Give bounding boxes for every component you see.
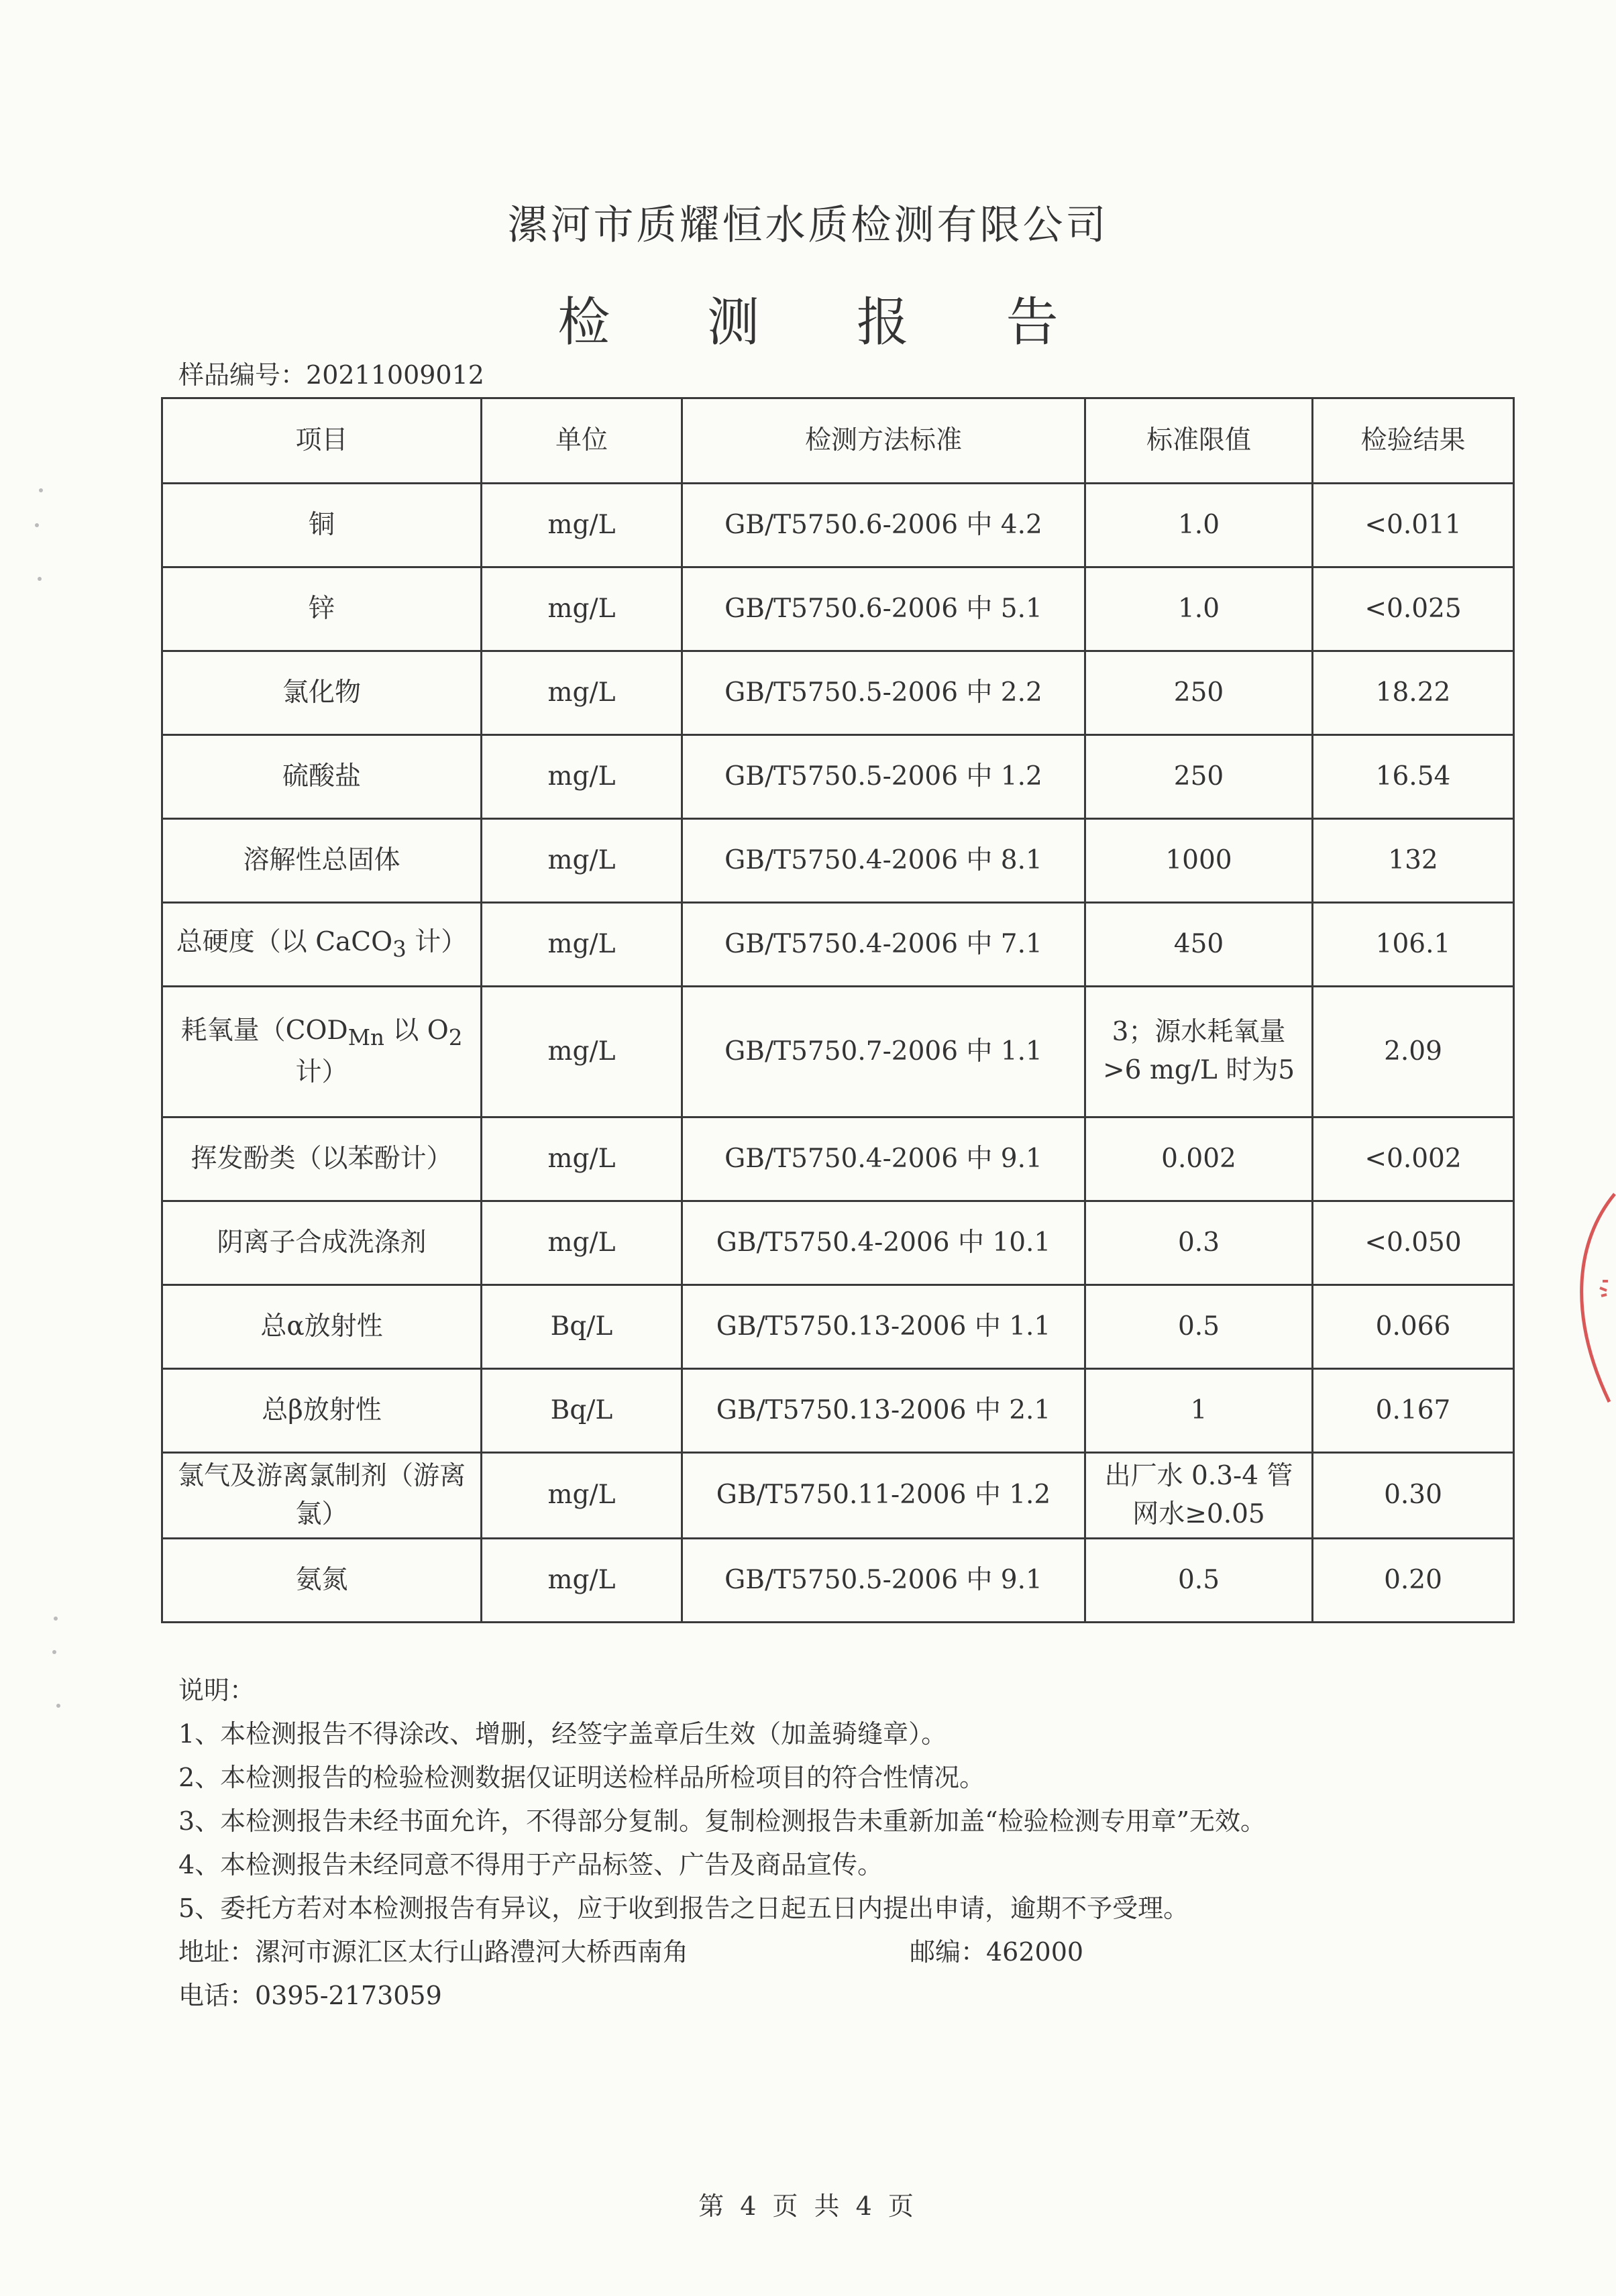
scan-speck <box>35 523 39 527</box>
results-table <box>161 397 1515 1623</box>
item-text: 耗氧量（COD <box>180 1015 348 1046</box>
item-cell <box>162 987 482 1117</box>
unit-cell: Bq/L <box>482 1369 682 1453</box>
method-cell: GB/T5750.5-2006 中 9.1 <box>682 1539 1085 1623</box>
table-row <box>162 819 1514 903</box>
limit-cell: 0.5 <box>1085 1539 1313 1623</box>
notes-section <box>178 1669 1266 2018</box>
method-cell: GB/T5750.6-2006 中 5.1 <box>682 567 1085 651</box>
table-row <box>162 1539 1514 1623</box>
table-row <box>162 735 1514 819</box>
item-cell: 铜 <box>162 484 482 567</box>
item-cell: 氯化物 <box>162 651 482 735</box>
sample-number-value: 20211009012 <box>306 360 484 390</box>
result-cell: 0.30 <box>1313 1453 1514 1539</box>
note-item: 5、委托方若对本检测报告有异议，应于收到报告之日起五日内提出申请，逾期不予受理。 <box>178 1894 1189 1923</box>
column-header: 检验结果 <box>1313 398 1514 484</box>
limit-cell: 0.5 <box>1085 1285 1313 1369</box>
table-row <box>162 903 1514 987</box>
scan-speck <box>39 488 43 492</box>
method-cell: GB/T5750.7-2006 中 1.1 <box>682 987 1085 1117</box>
column-header: 标准限值 <box>1085 398 1313 484</box>
result-cell: <0.011 <box>1313 484 1514 567</box>
item-cell: 总β放射性 <box>162 1369 482 1453</box>
method-cell: GB/T5750.4-2006 中 10.1 <box>682 1201 1085 1285</box>
scan-speck <box>52 1650 56 1654</box>
column-header: 检测方法标准 <box>682 398 1085 484</box>
item-subscript: Mn <box>347 1024 384 1050</box>
unit-cell: mg/L <box>482 735 682 819</box>
unit-cell: Bq/L <box>482 1285 682 1369</box>
unit-cell: mg/L <box>482 1453 682 1539</box>
item-cell: 阴离子合成洗涤剂 <box>162 1201 482 1285</box>
scan-speck <box>56 1704 60 1708</box>
result-cell: <0.002 <box>1313 1117 1514 1201</box>
item-cell: 锌 <box>162 567 482 651</box>
limit-cell: 250 <box>1085 651 1313 735</box>
note-item: 4、本检测报告未经同意不得用于产品标签、广告及商品宣传。 <box>178 1850 883 1879</box>
unit-cell: mg/L <box>482 903 682 987</box>
note-item: 2、本检测报告的检验检测数据仅证明送检样品所检项目的符合性情况。 <box>178 1763 985 1792</box>
method-cell: GB/T5750.13-2006 中 2.1 <box>682 1369 1085 1453</box>
limit-cell: 1000 <box>1085 819 1313 903</box>
column-header: 项目 <box>162 398 482 484</box>
result-cell: 16.54 <box>1313 735 1514 819</box>
limit-cell: 250 <box>1085 735 1313 819</box>
limit-cell: 1.0 <box>1085 484 1313 567</box>
unit-cell: mg/L <box>482 819 682 903</box>
address-row <box>178 1930 1266 1974</box>
unit-cell: mg/L <box>482 1539 682 1623</box>
item-text: 以 O <box>384 1015 449 1046</box>
table-row <box>162 987 1514 1117</box>
method-cell: GB/T5750.13-2006 中 1.1 <box>682 1285 1085 1369</box>
table-row <box>162 1369 1514 1453</box>
unit-cell: mg/L <box>482 651 682 735</box>
result-cell: 2.09 <box>1313 987 1514 1117</box>
table-row <box>162 1201 1514 1285</box>
report-title: 检 测 报 告 <box>557 292 1099 353</box>
limit-cell: 450 <box>1085 903 1313 987</box>
method-cell: GB/T5750.4-2006 中 9.1 <box>682 1117 1085 1201</box>
company-name: 漯河市质耀恒水质检测有限公司 <box>507 202 1109 249</box>
unit-cell: mg/L <box>482 1117 682 1201</box>
result-cell: <0.050 <box>1313 1201 1514 1285</box>
item-text: 计） <box>295 1056 348 1087</box>
seal-stamp-edge-icon <box>1562 1187 1616 1409</box>
result-cell: 132 <box>1313 819 1514 903</box>
item-subscript: 2 <box>448 1024 463 1050</box>
item-cell <box>162 903 482 987</box>
item-cell: 氨氮 <box>162 1539 482 1623</box>
result-cell: 106.1 <box>1313 903 1514 987</box>
item-cell: 硫酸盐 <box>162 735 482 819</box>
method-cell: GB/T5750.11-2006 中 1.2 <box>682 1453 1085 1539</box>
table-row <box>162 651 1514 735</box>
table-header-row <box>162 398 1514 484</box>
unit-cell: mg/L <box>482 1201 682 1285</box>
table-row <box>162 1285 1514 1369</box>
result-cell: 18.22 <box>1313 651 1514 735</box>
phone: 电话：0395-2173059 <box>178 1981 442 2010</box>
scan-speck <box>54 1617 58 1621</box>
unit-cell: mg/L <box>482 987 682 1117</box>
table-row <box>162 484 1514 567</box>
item-cell: 挥发酚类（以苯酚计） <box>162 1117 482 1201</box>
method-cell: GB/T5750.4-2006 中 8.1 <box>682 819 1085 903</box>
limit-cell: 1 <box>1085 1369 1313 1453</box>
method-cell: GB/T5750.6-2006 中 4.2 <box>682 484 1085 567</box>
table-row <box>162 1117 1514 1201</box>
result-cell: <0.025 <box>1313 567 1514 651</box>
unit-cell: mg/L <box>482 567 682 651</box>
scan-speck <box>38 577 42 581</box>
sample-number-label: 样品编号： <box>178 360 307 390</box>
method-cell: GB/T5750.5-2006 中 2.2 <box>682 651 1085 735</box>
result-cell: 0.20 <box>1313 1539 1514 1623</box>
postcode: 邮编：462000 <box>910 1937 1084 1967</box>
page-number: 第 4 页 共 4 页 <box>698 2191 918 2221</box>
address: 地址：漯河市源汇区太行山路澧河大桥西南角 <box>178 1937 689 1967</box>
limit-cell: 3；源水耗氧量>6 mg/L 时为5 <box>1085 987 1313 1117</box>
item-cell: 氯气及游离氯制剂（游离氯） <box>162 1453 482 1539</box>
method-cell: GB/T5750.5-2006 中 1.2 <box>682 735 1085 819</box>
limit-cell: 1.0 <box>1085 567 1313 651</box>
table-row <box>162 1453 1514 1539</box>
column-header: 单位 <box>482 398 682 484</box>
note-item: 3、本检测报告未经书面允许，不得部分复制。复制检测报告未重新加盖“检验检测专用章”无效。 <box>178 1806 1267 1836</box>
note-item: 1、本检测报告不得涂改、增删，经签字盖章后生效（加盖骑缝章）。 <box>178 1719 947 1749</box>
unit-cell: mg/L <box>482 484 682 567</box>
notes-heading: 说明： <box>178 1676 256 1705</box>
item-cell: 溶解性总固体 <box>162 819 482 903</box>
limit-cell: 0.002 <box>1085 1117 1313 1201</box>
method-cell: GB/T5750.4-2006 中 7.1 <box>682 903 1085 987</box>
sample-number <box>178 354 484 391</box>
limit-cell: 0.3 <box>1085 1201 1313 1285</box>
item-cell: 总α放射性 <box>162 1285 482 1369</box>
item-subscript: 3 <box>392 936 407 962</box>
item-text: 计） <box>406 927 468 958</box>
result-cell: 0.066 <box>1313 1285 1514 1369</box>
limit-cell: 出厂水 0.3-4 管网水≥0.05 <box>1085 1453 1313 1539</box>
result-cell: 0.167 <box>1313 1369 1514 1453</box>
item-text: 总硬度（以 CaCO <box>176 927 393 958</box>
table-row <box>162 567 1514 651</box>
